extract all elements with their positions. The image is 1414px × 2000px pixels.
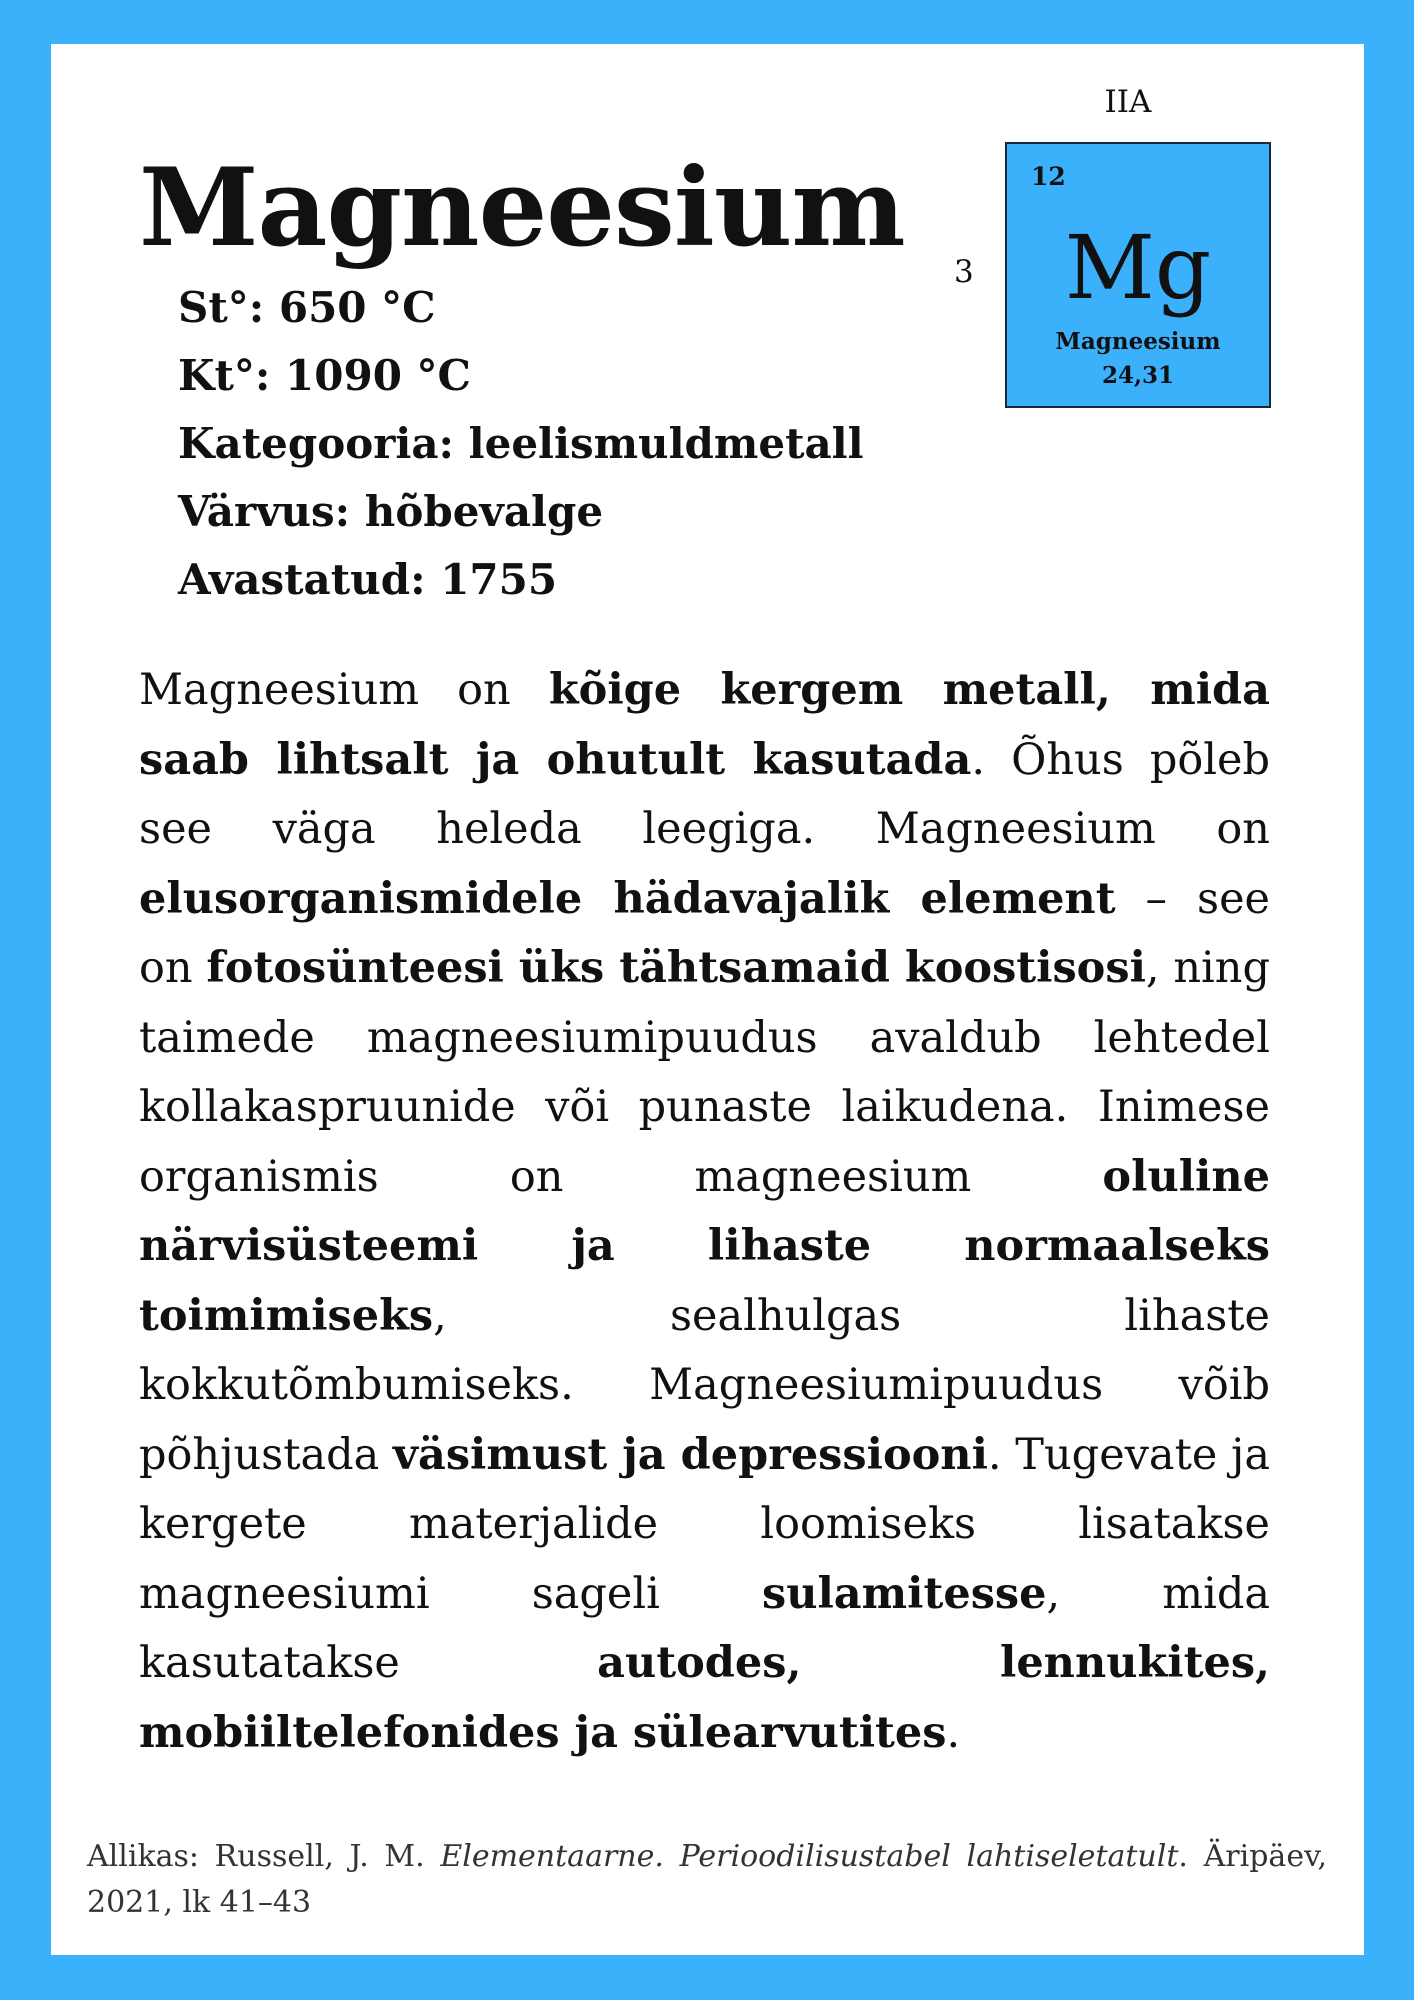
page-title: Magneesium xyxy=(139,145,905,271)
property-discovered: Avastatud: 1755 xyxy=(178,555,558,604)
group-label: IIA xyxy=(1104,84,1152,120)
property-category: Kategooria: leelismuldmetall xyxy=(178,419,864,468)
description-paragraph: Magneesium on kõige kergem metall, mida saab lihtsalt ja ohutult kasutada. Õhus põleb see väga heleda leegiga. Magneesium on elusorganismidele hädavajalik element – see on fotosünteesi üks tähtsamaid koostisosi, ning taimede magneesiumipuudus avaldub lehtedel kollakaspruunide või punaste laikudena. Inimese organismis on magneesium oluline närvisüsteemi ja lihaste normaalseks toimimiseks, sealhulgas lihaste kokkutõmbumiseks. Magneesiumipuudus võib põhjustada väsimust ja depressiooni. Tugevate ja kergete materjalide loomiseks lisatakse magneesiumi sageli sulamitesse, mida kasutatakse autodes, lennukites, mobiiltelefonides ja sülearvutites. xyxy=(139,665,1271,1758)
property-melting-point: St°: 650 °C xyxy=(178,283,436,332)
tile-element-name: Magneesium xyxy=(1055,328,1221,355)
property-color: Värvus: hõbevalge xyxy=(178,487,604,536)
atomic-mass: 24,31 xyxy=(1101,362,1175,389)
element-tile xyxy=(1005,142,1271,408)
properties-list xyxy=(178,274,864,614)
property-boiling-point: Kt°: 1090 °C xyxy=(178,351,471,400)
element-symbol: Mg xyxy=(1064,216,1212,319)
atomic-number: 12 xyxy=(1031,162,1066,191)
element-card xyxy=(51,44,1364,1955)
period-label: 3 xyxy=(954,254,974,290)
source-citation: Allikas: Russell, J. M. Elementaarne. Perioodilisustabel lahtiseletatult. Äripäev, 2021, lk 41–43 xyxy=(87,1839,1327,1920)
source-book-title: Elementaarne. Perioodilisustabel lahtiseletatult xyxy=(440,1839,1179,1874)
